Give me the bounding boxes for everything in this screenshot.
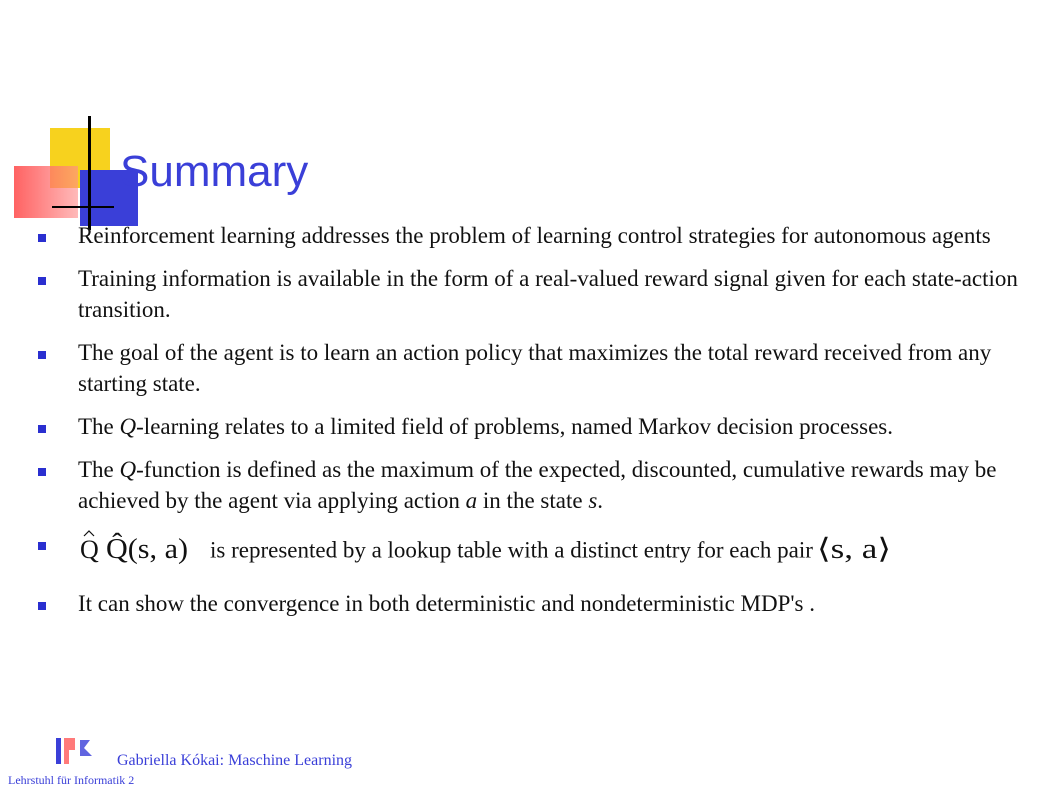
bullet-item: [38, 454, 1038, 516]
decor-horizontal-line: [52, 206, 114, 208]
q-hat-formula-text: Q̂(s, a): [106, 534, 188, 565]
bullet-text: Reinforcement learning addresses the problem of learning control strategies for autonomous agents: [78, 223, 991, 248]
bullet-item: [38, 337, 1038, 399]
bullet-text: is represented by a lookup table with a distinct entry for each pair: [210, 537, 813, 563]
bullet-square-icon: [38, 542, 46, 550]
q-symbol: Q: [119, 457, 137, 482]
bullet-square-icon: [38, 468, 46, 476]
footer-institute: Lehrstuhl für Informatik 2: [8, 773, 135, 787]
bullet-square-icon: [38, 351, 46, 359]
bullet-square-icon: [38, 277, 46, 285]
bullet-text-pre: The: [78, 414, 120, 439]
state-action-pair-text: ⟨s, a⟩: [816, 534, 891, 565]
q-hat-formula: [78, 530, 190, 574]
bullet-text-end: .: [597, 488, 604, 513]
q-symbol: Q: [119, 414, 137, 439]
bullet-text: It can show the convergence in both deterministic and nondeterministic MDP's .: [78, 591, 815, 616]
institute-logo: [56, 736, 100, 771]
bullet-square-icon: [38, 234, 46, 242]
state-action-pair-formula: [815, 528, 895, 576]
bullet-text: The goal of the agent is to learn an action policy that maximizes the total reward received from any starting state.: [78, 340, 992, 396]
bullet-item: [38, 411, 1038, 442]
bullet-text-pre: The: [78, 457, 120, 482]
svg-text:Q: Q: [80, 535, 99, 564]
state-symbol: s: [588, 488, 598, 513]
footer-author: Gabriella Kókai: Maschine Learning: [117, 752, 353, 769]
bullet-list: [38, 220, 1038, 631]
action-symbol: a: [465, 488, 478, 513]
bullet-item: [38, 263, 1038, 325]
decor-vertical-line: [88, 116, 91, 230]
bullet-text-post: -learning relates to a limited field of problems, named Markov decision processes.: [136, 414, 893, 439]
bullet-item: [38, 220, 1038, 251]
bullet-text-mid: -function is defined as the maximum of the expected, discounted, cumulative rewards may be achieved by the agent via applying action: [78, 457, 997, 513]
bullet-text-mid2: in the state: [477, 488, 589, 513]
slide-title: Summary: [120, 147, 309, 196]
bullet-square-icon: [38, 425, 46, 433]
bullet-square-icon: [38, 602, 46, 610]
bullet-text: Training information is available in the form of a real-valued reward signal given for each state-action transition.: [78, 266, 1018, 322]
decor-red-square: [14, 166, 78, 218]
bullet-item: [38, 588, 1038, 619]
bullet-item: [38, 528, 1038, 576]
